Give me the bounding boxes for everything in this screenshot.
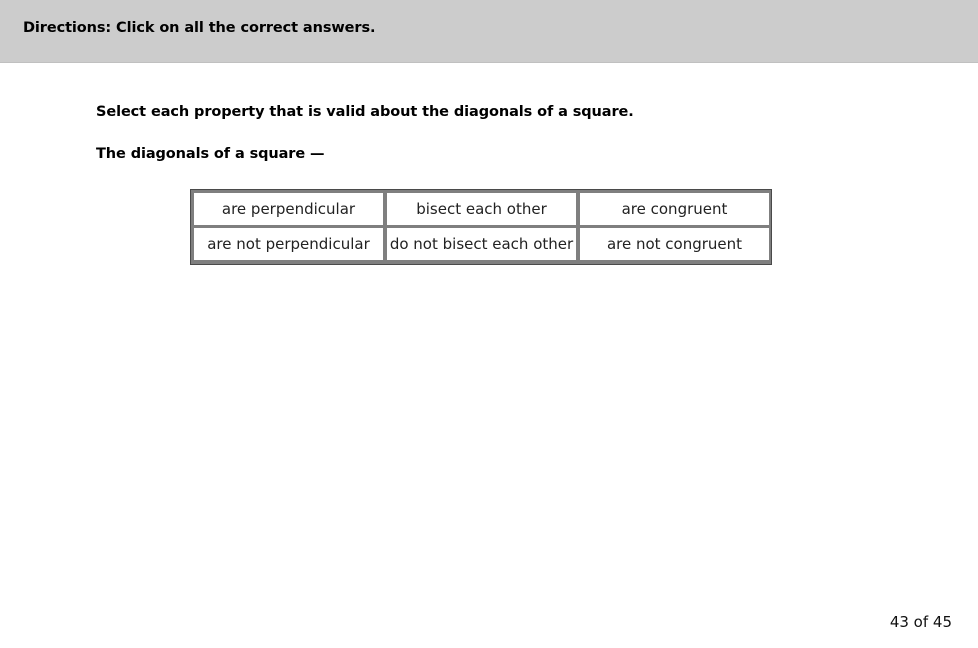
page-counter: 43 of 45 — [889, 613, 952, 631]
directions-text: Directions: Click on all the correct answers. — [23, 20, 376, 36]
question-prompt: Select each property that is valid about the diagonals of a square. — [96, 104, 634, 120]
answer-option-are-not-perpendicular[interactable]: are not perpendicular — [194, 228, 383, 260]
answer-option-are-perpendicular[interactable]: are perpendicular — [194, 193, 383, 225]
question-stem: The diagonals of a square — — [96, 146, 325, 162]
answer-option-are-not-congruent[interactable]: are not congruent — [580, 228, 769, 260]
answer-option-do-not-bisect-each-other[interactable]: do not bisect each other — [387, 228, 576, 260]
directions-bar — [0, 0, 978, 63]
answer-option-bisect-each-other[interactable]: bisect each other — [387, 193, 576, 225]
answer-option-are-congruent[interactable]: are congruent — [580, 193, 769, 225]
answer-grid — [190, 189, 772, 265]
